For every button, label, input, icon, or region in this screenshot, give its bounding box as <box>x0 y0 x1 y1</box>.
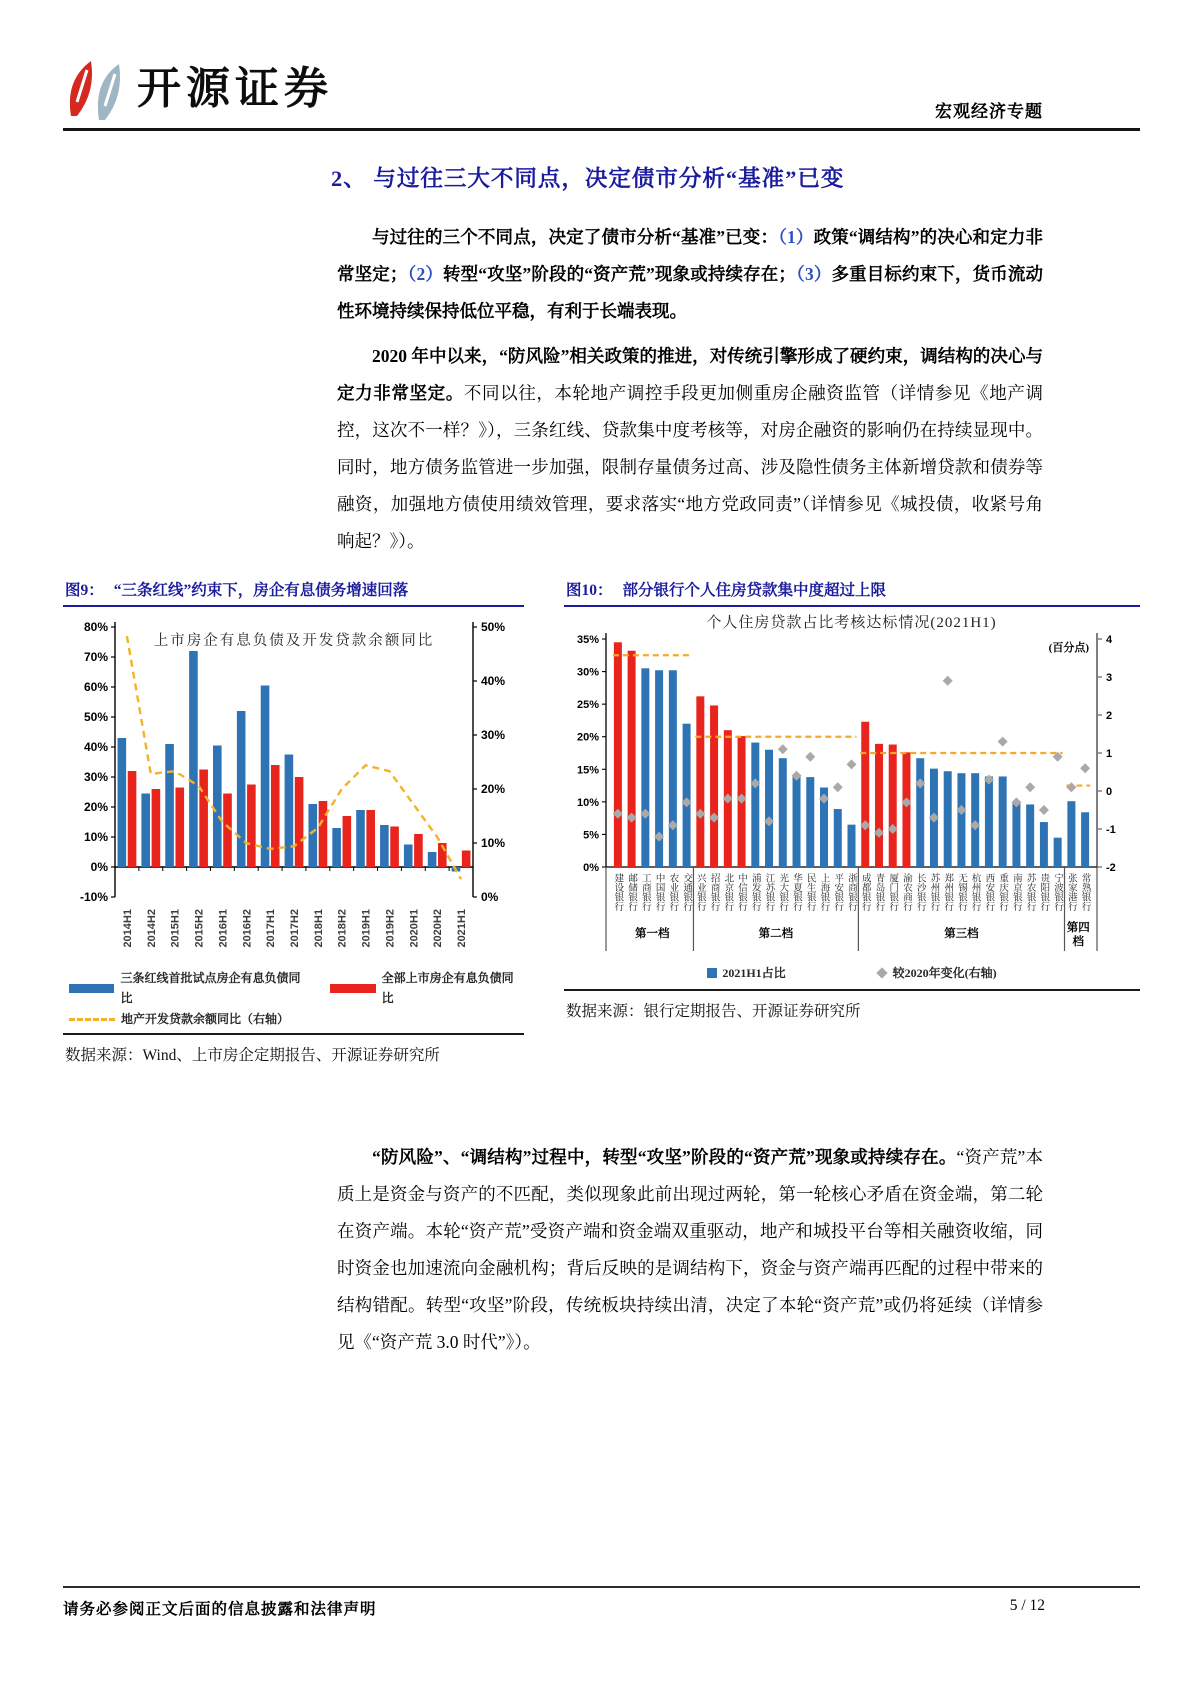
svg-text:(百分点): (百分点) <box>1048 642 1089 654</box>
svg-text:个人住房贷款占比考核达标情况(2021H1): 个人住房贷款占比考核达标情况(2021H1) <box>706 615 997 631</box>
svg-text:0%: 0% <box>481 890 499 904</box>
figure9-legend <box>63 968 524 1029</box>
svg-text:2: 2 <box>1106 710 1113 722</box>
svg-text:杭州银行: 杭州银行 <box>969 873 981 911</box>
svg-text:1: 1 <box>1106 748 1113 760</box>
svg-text:5%: 5% <box>583 829 599 842</box>
svg-text:浙商银行: 浙商银行 <box>846 873 857 911</box>
svg-text:宁波银行: 宁波银行 <box>1052 873 1064 911</box>
svg-text:第一档: 第一档 <box>634 928 670 940</box>
brand-name: 开源证券 <box>137 64 333 113</box>
svg-text:2016H2: 2016H2 <box>241 909 254 948</box>
paragraph-segment: 政策“调结构”的决心和定力非常坚定； <box>337 227 1044 284</box>
svg-text:35%: 35% <box>576 634 599 646</box>
svg-text:10%: 10% <box>576 796 599 809</box>
svg-text:苏州银行: 苏州银行 <box>928 873 940 911</box>
svg-text:2014H1: 2014H1 <box>121 909 134 948</box>
svg-text:15%: 15% <box>576 764 599 777</box>
svg-text:2018H1: 2018H1 <box>312 909 325 948</box>
svg-text:2019H2: 2019H2 <box>384 909 397 948</box>
figure-9 <box>63 578 524 1065</box>
page-number: 5 / 12 <box>1009 1597 1045 1614</box>
paragraph-segment: 多重目标约束下，货币流动性环境持续保持低位平稳，有利于长端表现。 <box>337 264 1044 321</box>
svg-text:交通银行: 交通银行 <box>681 873 693 911</box>
svg-text:招商银行: 招商银行 <box>708 873 720 911</box>
svg-text:无锡银行: 无锡银行 <box>955 873 967 911</box>
legend-label-change: 较2020年变化(右轴) <box>892 966 997 980</box>
svg-text:平安银行: 平安银行 <box>832 873 844 911</box>
figure9-chart-area <box>63 607 524 968</box>
svg-text:30%: 30% <box>481 728 506 742</box>
svg-text:厦门银行: 厦门银行 <box>887 873 899 911</box>
paragraph-segment: （1） <box>778 227 814 247</box>
paragraph-segment: （3） <box>795 264 832 284</box>
svg-text:3: 3 <box>1106 672 1113 684</box>
svg-text:10%: 10% <box>481 836 506 850</box>
section-title: 2、 与过往三大不同点，决定债市分析“基准”已变 <box>331 166 845 191</box>
legend-label-dev-loans: 地产开发贷款余额同比（右轴） <box>121 1012 290 1026</box>
svg-text:上市房企有息负债及开发贷款余额同比: 上市房企有息负债及开发贷款余额同比 <box>153 633 435 649</box>
svg-text:邮储银行: 邮储银行 <box>626 873 638 911</box>
figures-row <box>63 578 1140 1065</box>
svg-text:民生银行: 民生银行 <box>804 873 816 911</box>
svg-text:70%: 70% <box>83 650 108 664</box>
brand-logo-icon <box>63 56 127 122</box>
figure10-legend <box>564 962 1140 985</box>
svg-text:第三档: 第三档 <box>944 928 979 940</box>
svg-text:30%: 30% <box>576 666 599 679</box>
paragraph-segment: 转型“攻坚”阶段的“资产荒”现象或持续存在； <box>442 264 796 284</box>
svg-text:重庆银行: 重庆银行 <box>997 873 1009 911</box>
svg-text:浦发银行: 浦发银行 <box>749 873 761 911</box>
figure10-chart-area <box>564 607 1140 962</box>
svg-text:农业银行: 农业银行 <box>667 873 679 911</box>
svg-text:上海银行: 上海银行 <box>818 873 830 911</box>
legend-label-pilot-firms: 三条红线首批试点房企有息负债同比 <box>120 971 301 1005</box>
figure10-caption-label: 图10： <box>566 582 613 599</box>
paragraph-segment: “防风险”、“调结构”过程中，转型“攻坚”阶段的“资产荒”现象或持续存在。 <box>372 1147 957 1167</box>
svg-text:40%: 40% <box>481 674 506 688</box>
svg-text:渝农商行: 渝农商行 <box>900 873 912 911</box>
svg-text:50%: 50% <box>83 710 108 724</box>
legend-swatch-blue-square <box>707 968 717 978</box>
svg-text:长沙银行: 长沙银行 <box>914 873 926 911</box>
svg-text:30%: 30% <box>83 770 108 784</box>
svg-text:10%: 10% <box>83 830 108 844</box>
svg-text:-2: -2 <box>1106 862 1116 874</box>
figure9-caption <box>63 578 524 607</box>
svg-text:20%: 20% <box>83 800 108 814</box>
legend-swatch-blue-bar <box>69 984 114 993</box>
figure9-caption-text: “三条红线”约束下，房企有息债务增速回落 <box>113 582 409 599</box>
paragraph-segment: “资产荒”本质上是资金与资产的不匹配，类似现象此前出现过两轮，第一轮核心矛盾在资金端，第二轮在资产端。本轮“资产荒”受资产端和资金端双重驱动，地产和城投平台等相关融资收缩，同时资金也加速流向金融机构；背后反映的是调结构下，资金与资产端再匹配的过程中带来的结构错配。转型“攻坚”阶段，传统板块持续出清，决定了本轮“资产荒”或仍将延续（详情参见《“资产荒 3.0 时代”》）。 <box>337 1147 1043 1352</box>
svg-text:青岛银行: 青岛银行 <box>873 873 885 911</box>
svg-text:2020H2: 2020H2 <box>432 909 445 948</box>
page-footer <box>63 1586 1140 1619</box>
figure-10 <box>564 578 1140 1065</box>
svg-text:工商银行: 工商银行 <box>639 873 651 911</box>
svg-text:0%: 0% <box>90 860 108 874</box>
paragraph-segment: （2） <box>407 264 443 284</box>
svg-text:2015H2: 2015H2 <box>193 909 206 948</box>
svg-text:成都银行: 成都银行 <box>859 873 871 911</box>
svg-text:中信银行: 中信银行 <box>736 873 748 911</box>
figure10-chart <box>564 611 1140 957</box>
svg-text:2015H1: 2015H1 <box>169 909 182 948</box>
svg-text:20%: 20% <box>576 731 599 744</box>
svg-text:2020H1: 2020H1 <box>408 909 421 948</box>
legend-label-2021h1: 2021H1占比 <box>722 966 786 980</box>
svg-text:4: 4 <box>1106 634 1113 646</box>
svg-text:第四档: 第四档 <box>1066 922 1090 948</box>
svg-text:2014H2: 2014H2 <box>145 909 158 948</box>
legend-label-all-firms: 全部上市房企有息负债同比 <box>381 971 514 1005</box>
svg-text:苏农银行: 苏农银行 <box>1024 873 1036 911</box>
svg-text:兴业银行: 兴业银行 <box>694 873 706 911</box>
paragraph-segment: 2020 年中以来，“防风险”相关政策的推进，对传统引擎形成了硬约束，调结构的决心与定力非常坚定。 <box>337 346 1043 403</box>
svg-text:张家港行: 张家港行 <box>1065 873 1077 911</box>
svg-text:50%: 50% <box>481 620 506 634</box>
figure9-caption-label: 图9： <box>65 582 104 599</box>
svg-text:2021H1: 2021H1 <box>456 909 469 948</box>
svg-text:0%: 0% <box>583 862 599 874</box>
svg-text:2017H1: 2017H1 <box>265 909 278 948</box>
svg-text:第二档: 第二档 <box>758 928 794 940</box>
svg-text:2017H2: 2017H2 <box>289 909 301 948</box>
report-type-label: 宏观经济专题 <box>935 102 1043 121</box>
figure10-caption <box>564 578 1140 607</box>
svg-text:中国银行: 中国银行 <box>653 873 665 911</box>
figure9-chart <box>63 611 524 963</box>
legend-swatch-red-bar <box>330 984 375 993</box>
svg-text:-1: -1 <box>1106 824 1116 836</box>
svg-text:北京银行: 北京银行 <box>722 873 734 911</box>
svg-text:60%: 60% <box>83 680 108 694</box>
paragraph-key-points <box>337 219 1043 330</box>
footer-disclaimer: 请务必参阅正文后面的信息披露和法律声明 <box>63 1601 377 1618</box>
brand-logo <box>63 56 333 122</box>
paragraph-segment: 不同以往，本轮地产调控手段更加侧重房企融资监管（详情参见《地产调控，这次不一样？》），三条红线、贷款集中度考核等，对房企融资的影响仍在持续显现中。同时，地方债务监管进一步加强，限制存量债务过高、涉及隐性债务主体新增贷款和债券等融资，加强地方债使用绩效管理，要求落实“地方党政同责”（详情参见《城投债，收紧号角响起？》）。 <box>337 383 1044 551</box>
svg-text:贵阳银行: 贵阳银行 <box>1038 873 1050 911</box>
svg-text:江苏银行: 江苏银行 <box>763 873 775 911</box>
svg-text:2019H1: 2019H1 <box>360 909 373 948</box>
svg-text:20%: 20% <box>481 782 506 796</box>
svg-text:郑州银行: 郑州银行 <box>942 873 954 911</box>
svg-text:40%: 40% <box>83 740 108 754</box>
paragraph-policy <box>337 338 1043 560</box>
legend-swatch-gray-diamond <box>876 967 887 978</box>
legend-swatch-dashed-line <box>69 1018 115 1021</box>
figure9-source: 数据来源：Wind、上市房企定期报告、开源证券研究所 <box>63 1033 524 1065</box>
svg-text:西安银行: 西安银行 <box>983 873 995 911</box>
svg-text:2018H2: 2018H2 <box>336 909 349 948</box>
svg-text:-10%: -10% <box>79 890 108 904</box>
svg-text:建设银行: 建设银行 <box>612 873 624 911</box>
svg-text:常熟银行: 常熟银行 <box>1079 873 1091 911</box>
paragraph-asset-shortage <box>337 1139 1043 1361</box>
svg-text:80%: 80% <box>83 620 108 634</box>
svg-text:2016H1: 2016H1 <box>217 909 230 948</box>
svg-text:光大银行: 光大银行 <box>777 873 789 911</box>
svg-text:南京银行: 南京银行 <box>1010 873 1022 911</box>
svg-text:0: 0 <box>1106 786 1113 798</box>
figure10-caption-text: 部分银行个人住房贷款集中度超过上限 <box>622 582 887 599</box>
paragraph-segment: 与过往的三个不同点，决定了债市分析“基准”已变： <box>372 227 779 247</box>
page-header <box>63 36 1140 131</box>
svg-text:25%: 25% <box>576 699 599 712</box>
svg-text:华夏银行: 华夏银行 <box>791 873 803 911</box>
figure10-source: 数据来源：银行定期报告、开源证券研究所 <box>564 989 1140 1021</box>
